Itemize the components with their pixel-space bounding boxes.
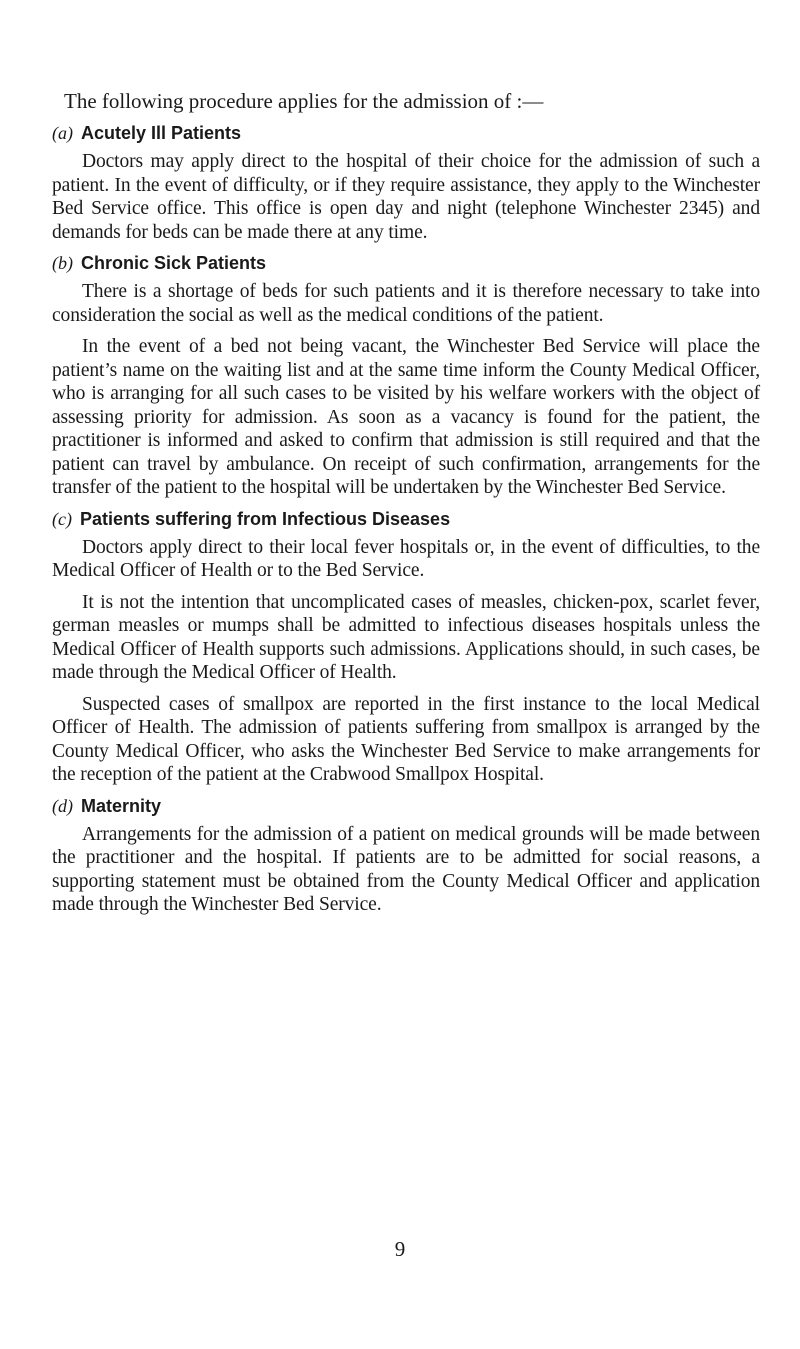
section-heading bbox=[52, 122, 760, 144]
section-title: Patients suffering from Infectious Diseases bbox=[79, 508, 451, 529]
intro-text: The following procedure applies for the admission of :— bbox=[64, 89, 544, 113]
paragraph: Arrangements for the admission of a patient on medical grounds will be made between the practitioner and the hospital. If patients are to be admitted for social reasons, a supporting statement must be obtained from the County Medical Officer and application made through the Winchester Bed Service. bbox=[52, 823, 760, 915]
section-title: Acutely Ill Patients bbox=[81, 123, 242, 143]
section-chronic-sick bbox=[52, 252, 760, 500]
section-heading bbox=[52, 252, 760, 274]
paragraph: Suspected cases of smallpox are reported in the first instance to the local Medical Officer of Health. The admission of patients suffering from smallpox is arranged by the County Medical Officer, who asks the Winchester Bed Service to make arrangements for the reception of the patient at the Crabwood Smallpox Hospital. bbox=[52, 693, 760, 785]
section-heading bbox=[52, 795, 760, 817]
section-acutely-ill bbox=[52, 122, 760, 244]
section-infectious-diseases bbox=[52, 508, 760, 787]
paragraph: In the event of a bed not being vacant, the Winchester Bed Service will place the patient’s name on the waiting list and at the same time inform the County Medical Officer, who is arranging for all such cases to be visited by his welfare workers with the object of assessing priority for admission. As soon as a vacancy is found for the patient, the practitioner is informed and asked to confirm that admission is still required and that the patient can travel by ambulance. On receipt of such confirmation, arrangements for the transfer of the patient to the hospital will be undertaken by the Winchester Bed Service. bbox=[52, 336, 760, 498]
section-mark: (c) bbox=[52, 508, 72, 529]
section-heading bbox=[52, 508, 760, 530]
section-mark: (d) bbox=[52, 795, 73, 816]
section-maternity bbox=[52, 795, 760, 917]
section-title: Chronic Sick Patients bbox=[81, 253, 267, 273]
paragraph: There is a shortage of beds for such patients and it is therefore necessary to take into consideration the social as well as the medical conditions of the patient. bbox=[52, 281, 760, 326]
paragraph: Doctors apply direct to their local fever hospitals or, in the event of difficulties, to the Medical Officer of Health or to the Bed Service. bbox=[52, 536, 760, 581]
section-title: Maternity bbox=[81, 795, 162, 816]
paragraph: Doctors may apply direct to the hospital of their choice for the admission of such a patient. In the event of difficulty, or if they require assistance, they apply to the Winchester Bed Service office. This office is open day and night (telephone Winchester 2345) and demands for beds can be made there at any time. bbox=[52, 151, 760, 243]
page-number: 9 bbox=[394, 1237, 406, 1261]
section-mark: (b) bbox=[52, 253, 73, 273]
section-mark: (a) bbox=[52, 123, 73, 143]
paragraph: It is not the intention that uncomplicated cases of measles, chicken-pox, scarlet fever, german measles or mumps shall be admitted to infectious diseases hospitals unless the Medical Officer of Health supports such admissions. Applications should, in such cases, be made through the Medical Officer of Health. bbox=[52, 591, 760, 683]
